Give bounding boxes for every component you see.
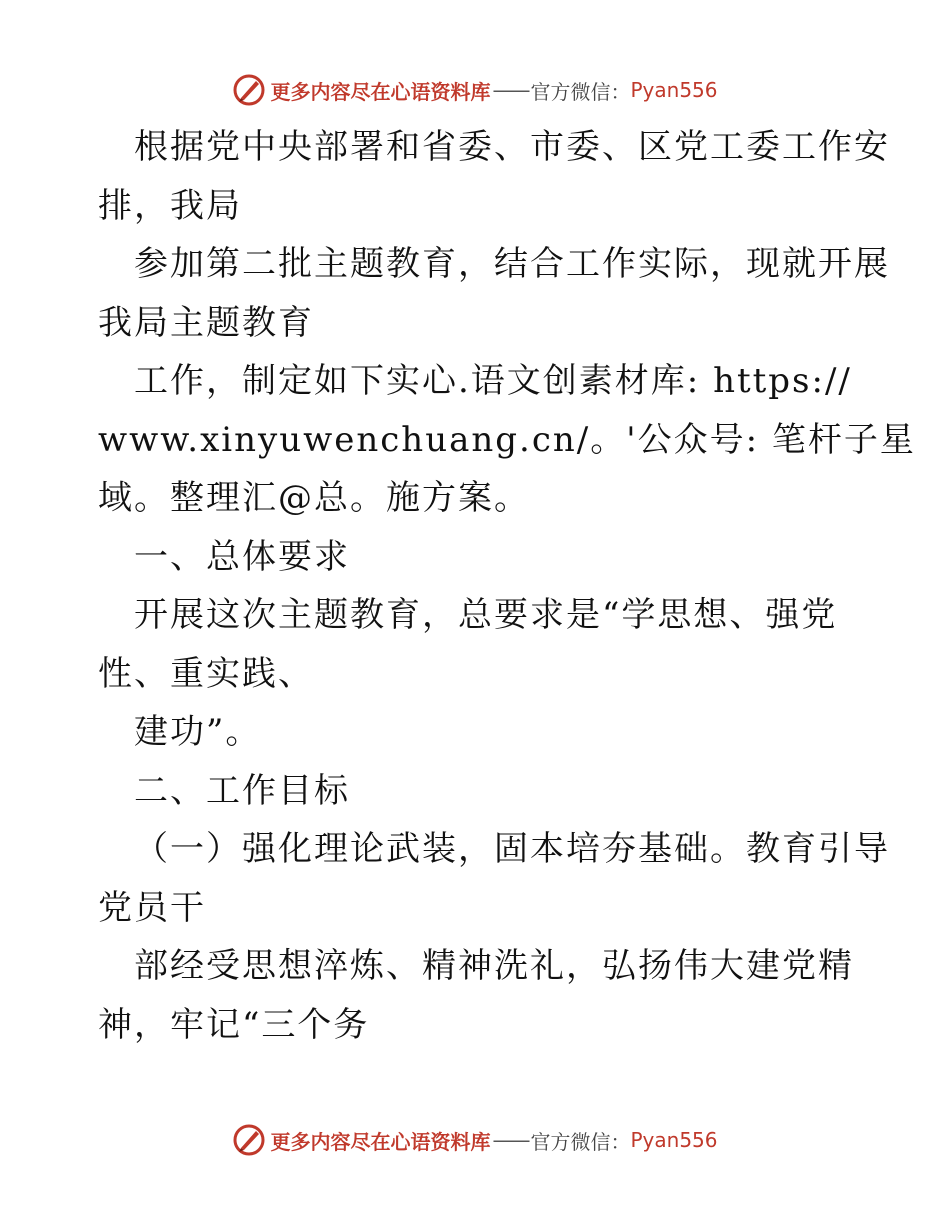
banner-wechat-label: 官方微信： [530, 79, 631, 104]
body-line: （一）强化理论武装，固本培夯基础。教育引导 [134, 829, 890, 869]
banner-dash: —— [492, 78, 529, 102]
body-line: 工作，制定如下实心.语文创素材库: https:// [134, 361, 852, 401]
banner-wechat-label: 官方微信： [530, 1129, 631, 1154]
footer-banner [0, 1120, 950, 1160]
banner-wechat-id: Pyan556 [630, 78, 718, 102]
pen-logo-icon [232, 73, 266, 107]
banner-brand-text: 更多内容尽在心语资料库 [270, 1129, 491, 1154]
document-body [98, 118, 916, 1054]
body-line: 开展这次主题教育，总要求是“学思想、强党 [134, 595, 838, 635]
banner-dash: —— [492, 1128, 529, 1152]
body-line: 我局主题教育 [98, 302, 314, 343]
body-line: 域。整理汇@总。施方案。 [98, 478, 530, 518]
banner-brand-text: 更多内容尽在心语资料库 [270, 79, 491, 104]
body-line: 性、重实践、 [98, 653, 314, 694]
section-heading: 二、工作目标 [134, 770, 350, 811]
body-line: www.xinyuwenchuang.cn/。'公众号: 笔杆子星 [98, 419, 916, 460]
header-banner [0, 70, 950, 110]
banner-wechat-id: Pyan556 [630, 1128, 718, 1152]
body-line: 建功”。 [134, 712, 262, 752]
body-line: 根据党中央部署和省委、市委、区党工委工作安 [134, 127, 890, 167]
body-line: 排，我局 [98, 185, 242, 226]
body-line: 部经受思想淬炼、精神洗礼，弘扬伟大建党精 [134, 946, 854, 986]
pen-logo-icon [232, 1123, 266, 1157]
body-line: 党员干 [98, 887, 206, 928]
section-heading: 一、总体要求 [134, 536, 350, 577]
body-line: 神，牢记“三个务 [98, 1004, 370, 1045]
body-line: 参加第二批主题教育，结合工作实际，现就开展 [134, 244, 890, 284]
